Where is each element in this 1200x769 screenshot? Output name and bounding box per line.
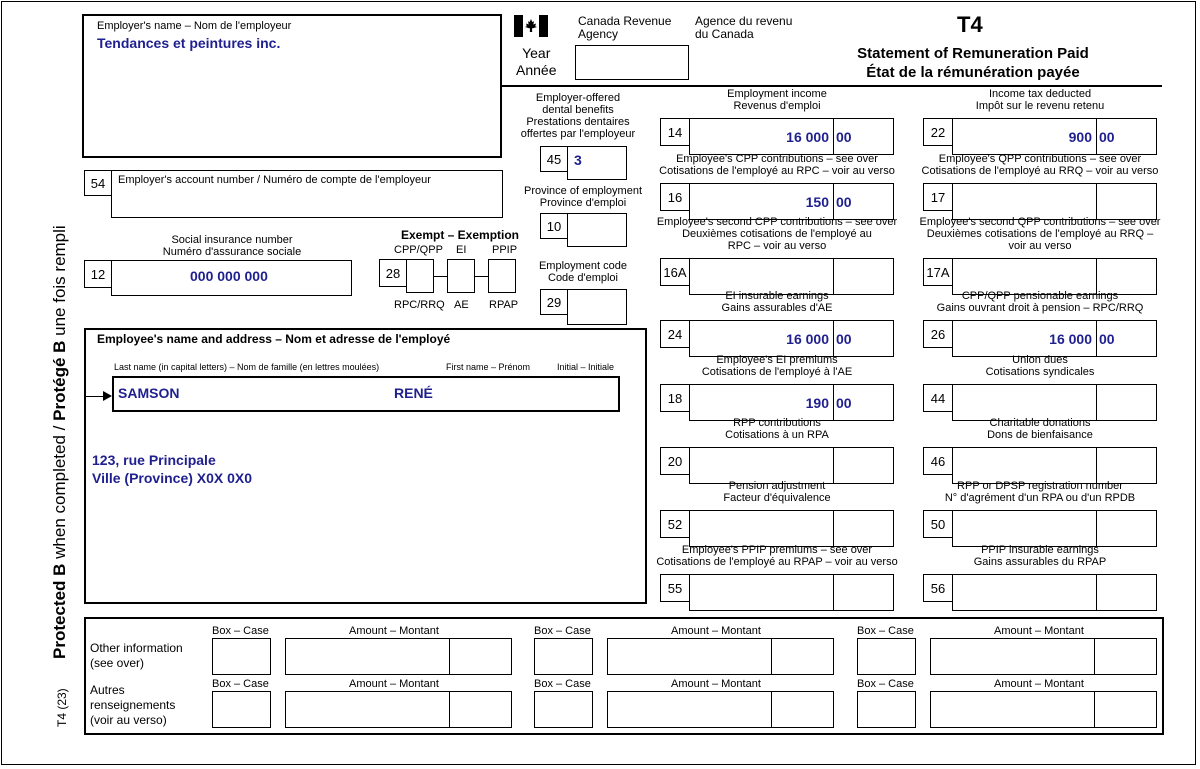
box-29-code: 29 — [540, 289, 568, 315]
other-amount-field[interactable] — [607, 638, 834, 675]
other-amount-field[interactable] — [930, 638, 1157, 675]
other-box-label: Box – Case — [212, 625, 269, 637]
year-label: Year Année — [516, 45, 557, 78]
box-52-label: Pension adjustment Facteur d'équivalence — [723, 480, 831, 504]
box-17-field[interactable] — [952, 183, 1157, 220]
employment-code-label: Employment code Code d'emploi — [538, 260, 628, 284]
box-46-field[interactable] — [952, 447, 1157, 484]
other-amount-label: Amount – Montant — [349, 678, 439, 690]
other-info-label-fr: Autres renseignements (voir au verso) — [90, 683, 176, 727]
box-56-field[interactable] — [952, 574, 1157, 611]
box-22-field[interactable] — [952, 118, 1157, 155]
box-52-code: 52 — [660, 510, 690, 538]
box-12-code: 12 — [84, 260, 112, 288]
other-info-label-en: Other information (see over) — [90, 641, 183, 670]
initial-label: Initial – Initiale — [557, 362, 615, 372]
form-title: Statement of Remuneration Paid État de la rémunération payée — [857, 45, 1089, 81]
exempt-ppip-label: PPIP — [492, 244, 518, 256]
exempt-cpp-field[interactable] — [406, 259, 434, 293]
box-50-field[interactable] — [952, 510, 1157, 547]
exempt-ei-field[interactable] — [447, 259, 475, 293]
first-name-label: First name – Prénom — [446, 362, 531, 372]
sin-value: 000 000 000 — [190, 268, 268, 284]
box-16-label: Employee's CPP contributions – see over Cotisations de l'employé au RPC – voir au verso — [659, 153, 895, 177]
employer-account-label: Employer's account number / Numéro de compte de l'employeur — [118, 174, 431, 186]
employee-last-name: SAMSON — [118, 385, 180, 401]
box-26-dollars: 16 000 — [1049, 331, 1092, 347]
last-name-label: Last name (in capital letters) – Nom de famille (en lettres moulées) — [114, 362, 380, 372]
box-22-cents: 00 — [1099, 129, 1115, 145]
box-24-cents: 00 — [836, 331, 852, 347]
box-16A-code: 16A — [660, 258, 690, 286]
employee-first-name: RENÉ — [394, 385, 433, 401]
other-box-field[interactable] — [212, 691, 271, 728]
other-box-label: Box – Case — [857, 625, 914, 637]
box-45-code: 45 — [540, 146, 568, 172]
other-box-label: Box – Case — [212, 678, 269, 690]
box-22-code: 22 — [923, 118, 953, 146]
form-reference: T4 (23) — [55, 688, 69, 727]
employee-title: Employee's name and address – Nom et adresse de l'employé — [97, 332, 451, 346]
other-box-field[interactable] — [857, 691, 916, 728]
employee-name-field[interactable] — [112, 376, 620, 412]
province-label: Province of employment Province d'emploi — [524, 185, 642, 209]
other-amount-field[interactable] — [607, 691, 834, 728]
box-22-dollars: 900 — [1068, 129, 1092, 145]
box-18-code: 18 — [660, 384, 690, 412]
box-50-code: 50 — [923, 510, 953, 538]
header-rule — [502, 85, 1162, 87]
exempt-rpc-label: RPC/RRQ — [394, 299, 445, 311]
dental-value: 3 — [574, 152, 582, 168]
box-56-code: 56 — [923, 574, 953, 602]
exempt-title: Exempt – Exemption — [400, 228, 520, 242]
box-54-code: 54 — [84, 170, 112, 196]
box-26-code: 26 — [923, 320, 953, 348]
box-24-field[interactable] — [689, 320, 894, 357]
box-24-code: 24 — [660, 320, 690, 348]
box-22-label: Income tax deducted Impôt sur le revenu retenu — [975, 88, 1105, 112]
box-16-field[interactable] — [689, 183, 894, 220]
box-18-dollars: 190 — [805, 395, 829, 411]
box-55-code: 55 — [660, 574, 690, 602]
box-44-code: 44 — [923, 384, 953, 412]
box-26-label: CPP/QPP pensionable earnings Gains ouvrant droit à pension – RPC/RRQ — [936, 290, 1144, 314]
box-52-field[interactable] — [689, 510, 894, 547]
other-amount-label: Amount – Montant — [349, 625, 439, 637]
employer-name-value: Tendances et peintures inc. — [97, 35, 281, 51]
box-18-cents: 00 — [836, 395, 852, 411]
employer-name-label: Employer's name – Nom de l'employeur — [97, 20, 292, 32]
province-field[interactable] — [567, 213, 627, 247]
other-amount-label: Amount – Montant — [994, 625, 1084, 637]
year-field[interactable] — [575, 45, 689, 80]
other-box-label: Box – Case — [857, 678, 914, 690]
other-box-field[interactable] — [212, 638, 271, 675]
box-20-code: 20 — [660, 447, 690, 475]
box-55-field[interactable] — [689, 574, 894, 611]
box-56-label: PPIP insurable earnings Gains assurables du RPAP — [973, 544, 1107, 568]
protected-notice: Protected B when completed / Protégé B une fois rempli — [50, 225, 69, 659]
box-16-dollars: 150 — [805, 194, 829, 210]
other-amount-label: Amount – Montant — [671, 678, 761, 690]
box-14-cents: 00 — [836, 129, 852, 145]
box-20-label: RPP contributions Cotisations à un RPA — [725, 417, 829, 441]
box-14-field[interactable] — [689, 118, 894, 155]
box-16-cents: 00 — [836, 194, 852, 210]
exempt-ei-label: EI — [456, 244, 467, 256]
other-box-field[interactable] — [534, 638, 593, 675]
box-17-code: 17 — [923, 183, 953, 211]
other-amount-label: Amount – Montant — [671, 625, 761, 637]
exempt-ae-label: AE — [454, 299, 469, 311]
box-18-field[interactable] — [689, 384, 894, 421]
box-24-dollars: 16 000 — [786, 331, 829, 347]
exempt-cpp-label: CPP/QPP — [394, 244, 443, 256]
other-box-label: Box – Case — [534, 678, 591, 690]
cra-name-fr: Agence du revenu du Canada — [695, 14, 793, 41]
box-17A-label: Employee's second QPP contributions – see over Deuxièmes cotisations de l'employé au RRQ – voir au verso — [919, 216, 1161, 252]
box-24-label: EI insurable earnings Gains assurables d'AE — [721, 290, 833, 314]
box-55-label: Employee's PPIP premiums – see over Cotisations de l'employé au RPAP – voir au verso — [656, 544, 898, 568]
box-17A-code: 17A — [923, 258, 953, 286]
box-17-label: Employee's QPP contributions – see over Cotisations de l'employé au RRQ – voir au verso — [921, 153, 1159, 177]
cra-name-en: Canada Revenue Agency — [578, 14, 672, 41]
other-amount-label: Amount – Montant — [994, 678, 1084, 690]
exempt-rpap-label: RPAP — [489, 299, 519, 311]
box-20-field[interactable] — [689, 447, 894, 484]
other-box-field[interactable] — [534, 691, 593, 728]
employment-code-field[interactable] — [567, 289, 627, 325]
other-amount-field[interactable] — [285, 638, 512, 675]
box-46-code: 46 — [923, 447, 953, 475]
box-46-label: Charitable donations Dons de bienfaisance — [987, 417, 1093, 441]
form-code-title: T4 — [957, 12, 983, 37]
box-14-code: 14 — [660, 118, 690, 146]
box-16A-label: Employee's second CPP contributions – see over Deuxièmes cotisations de l'employé au RPC – voir au verso — [656, 216, 898, 252]
dental-label: Employer-offered dental benefits Prestations dentaires offertes par l'employeur — [520, 92, 636, 140]
other-box-field[interactable] — [857, 638, 916, 675]
sin-label: Social insurance number Numéro d'assurance sociale — [162, 234, 302, 258]
box-50-label: RPP or DPSP registration number N° d'agrément d'un RPA ou d'un RPDB — [944, 480, 1136, 504]
box-14-label: Employment income Revenus d'emploi — [727, 88, 827, 112]
box-26-cents: 00 — [1099, 331, 1115, 347]
box-10-code: 10 — [540, 213, 568, 239]
box-14-dollars: 16 000 — [786, 129, 829, 145]
employee-address: 123, rue Principale Ville (Province) X0X 0X0 — [92, 452, 253, 486]
other-box-label: Box – Case — [534, 625, 591, 637]
box-44-field[interactable] — [952, 384, 1157, 421]
box-26-field[interactable] — [952, 320, 1157, 357]
other-amount-field[interactable] — [930, 691, 1157, 728]
arrow-head-icon — [103, 391, 112, 401]
canada-flag-icon — [514, 15, 548, 37]
box-16-code: 16 — [660, 183, 690, 211]
box-44-label: Union dues Cotisations syndicales — [985, 354, 1095, 378]
box-28-code: 28 — [379, 259, 407, 287]
exempt-ppip-field[interactable] — [488, 259, 516, 293]
other-amount-field[interactable] — [285, 691, 512, 728]
box-18-label: Employee's EI premiums Cotisations de l'employé à l'AE — [701, 354, 853, 378]
